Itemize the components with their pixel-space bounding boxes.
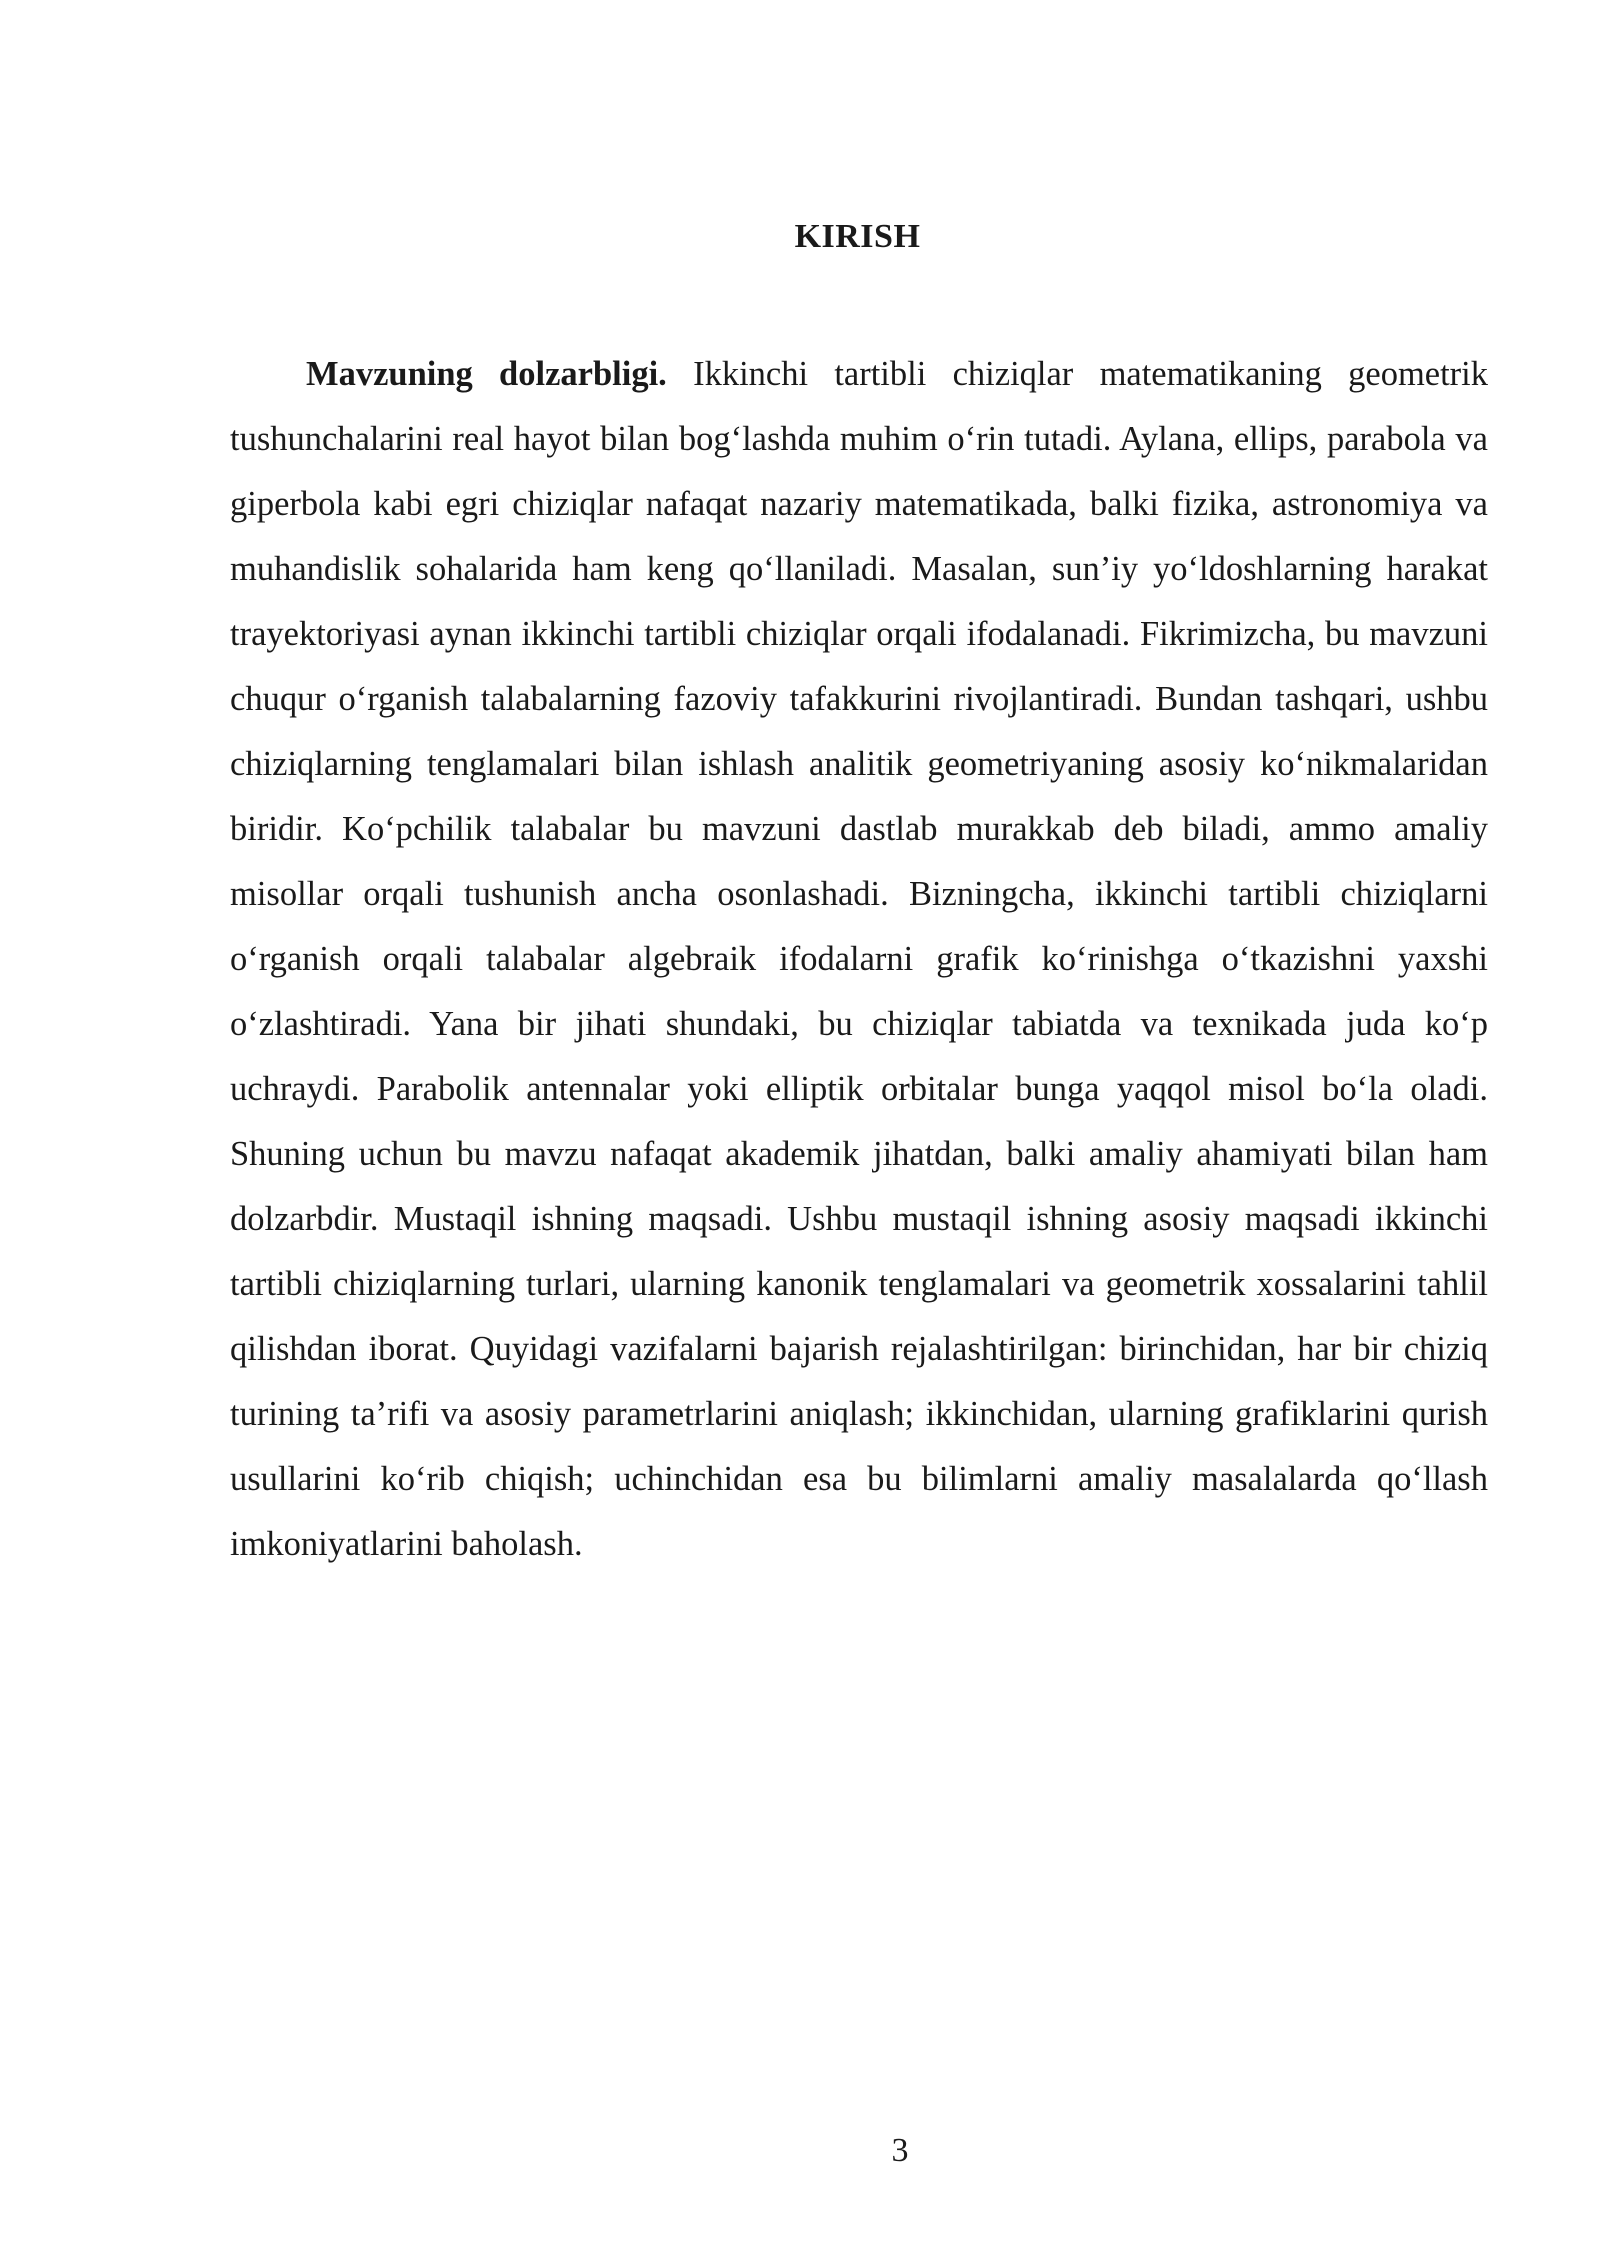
page-number: 3 xyxy=(891,2132,909,2169)
section-lead-heading: Mavzuning dolzarbligi. xyxy=(306,355,667,393)
body-paragraph xyxy=(230,342,1488,1577)
paragraph-text: Ikkinchi tartibli chiziqlar matematikaning geometrik tushunchalarini real hayot bilan bog‘lashda muhim o‘rin tutadi. Aylana, ellips, parabola va giperbola kabi egri chiziqlar nafaqat nazariy matematikada, balki fizika, astronomiya va muhandislik sohalarida ham keng qo‘llaniladi. Masalan, sun’iy yo‘ldoshlarning harakat trayektoriyasi aynan ikkinchi tartibli chiziqlar orqali ifodalanadi. Fikrimizcha, bu mavzuni chuqur o‘rganish talabalarning fazoviy tafakkurini rivojlantiradi. Bundan tashqari, ushbu chiziqlarning tenglamalari bilan ishlash analitik geometriyaning asosiy ko‘nikmalaridan biridir. Ko‘pchilik talabalar bu mavzuni dastlab murakkab deb biladi, ammo amaliy misollar orqali tushunish ancha osonlashadi. Bizningcha, ikkinchi tartibli chiziqlarni o‘rganish orqali talabalar algebraik ifodalarni grafik ko‘rinishga o‘tkazishni yaxshi o‘zlashtiradi. Yana bir jihati shundaki, bu chiziqlar tabiatda va texnikada juda ko‘p uchraydi. Parabolik antennalar yoki elliptik orbitalar bunga yaqqol misol bo‘la oladi. Shuning uchun bu mavzu nafaqat akademik jihatdan, balki amaliy ahamiyati bilan ham dolzarbdir. Mustaqil ishning maqsadi. Ushbu mustaqil ishning asosiy maqsadi ikkinchi tartibli chiziqlarning turlari, ularning kanonik tenglamalari va geometrik xossalarini tahlil qilishdan iborat. Quyidagi vazifalarni bajarish rejalashtirilgan: birinchidan, har bir chiziq turining ta’rifi va asosiy parametrlarini aniqlash; ikkinchidan, ularning grafiklarini qurish usullarini ko‘rib chiqish; uchinchidan esa bu bilimlarni amaliy masalalarda qo‘llash imkoniyatlarini baholash. xyxy=(230,355,1488,1563)
page-title: KIRISH xyxy=(794,218,921,255)
